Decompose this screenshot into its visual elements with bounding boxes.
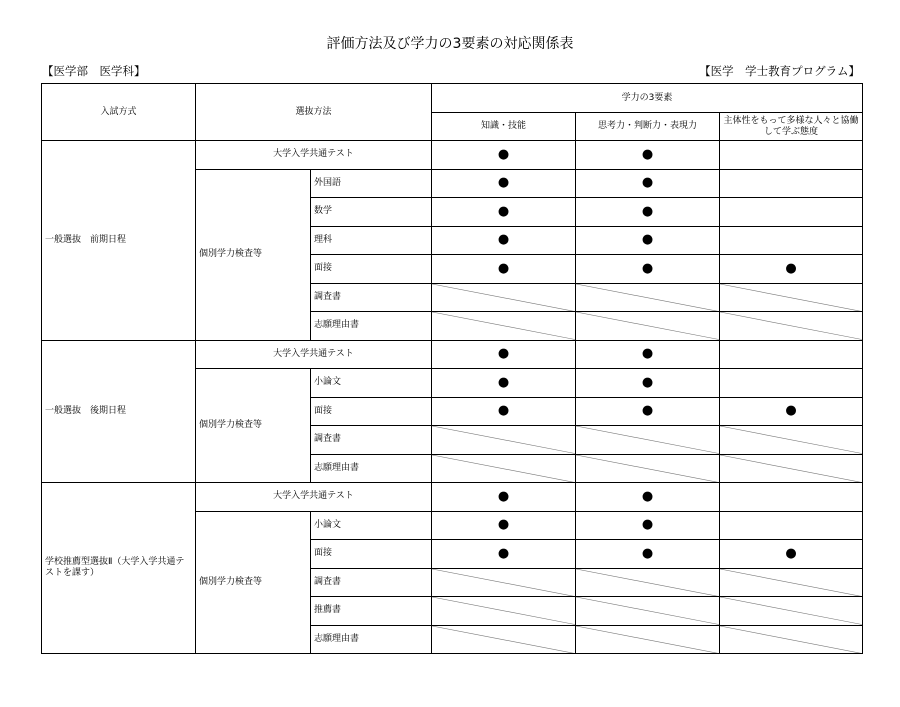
diagonal-slash-icon bbox=[720, 284, 862, 312]
not-applicable-cell bbox=[720, 312, 863, 341]
diagonal-slash-icon bbox=[720, 626, 862, 654]
not-applicable-cell bbox=[432, 454, 576, 483]
not-applicable-cell bbox=[576, 426, 720, 455]
diagonal-slash-icon bbox=[432, 597, 575, 625]
mark-cell: ● bbox=[432, 397, 576, 426]
not-applicable-cell bbox=[576, 454, 720, 483]
exam-item-label: 理科 bbox=[311, 226, 432, 255]
exam-item-label: 面接 bbox=[311, 540, 432, 569]
mark-cell: ● bbox=[576, 169, 720, 198]
exam-item-label: 数学 bbox=[311, 198, 432, 227]
not-applicable-cell bbox=[432, 597, 576, 626]
mark-cell: ● bbox=[432, 141, 576, 170]
exam-item-label: 小論文 bbox=[311, 511, 432, 540]
mark-cell: ● bbox=[576, 141, 720, 170]
mark-cell: ● bbox=[576, 369, 720, 398]
exam-item-label: 調査書 bbox=[311, 283, 432, 312]
not-applicable-cell bbox=[576, 283, 720, 312]
exam-item-label: 志願理由書 bbox=[311, 312, 432, 341]
exam-item-label: 志願理由書 bbox=[311, 625, 432, 654]
mark-cell bbox=[720, 198, 863, 227]
program-label: 【医学 学士教育プログラム】 bbox=[699, 64, 860, 78]
mark-cell bbox=[720, 141, 863, 170]
individual-exam-cell: 個別学力検査等 bbox=[196, 169, 311, 340]
mark-cell: ● bbox=[432, 226, 576, 255]
mark-cell bbox=[720, 169, 863, 198]
diagonal-slash-icon bbox=[432, 569, 575, 597]
not-applicable-cell bbox=[432, 426, 576, 455]
header-attitude: 主体性をもって多様な人々と協働して学ぶ態度 bbox=[720, 113, 863, 141]
mark-cell: ● bbox=[432, 511, 576, 540]
mark-cell: ● bbox=[432, 340, 576, 369]
header-thinking: 思考力・判断力・表現力 bbox=[576, 113, 720, 141]
faculty-label: 【医学部 医学科】 bbox=[42, 64, 146, 78]
mark-cell: ● bbox=[576, 198, 720, 227]
not-applicable-cell bbox=[432, 283, 576, 312]
not-applicable-cell bbox=[720, 426, 863, 455]
header-knowledge: 知識・技能 bbox=[432, 113, 576, 141]
not-applicable-cell bbox=[720, 454, 863, 483]
exam-item-label: 面接 bbox=[311, 255, 432, 284]
mark-cell bbox=[720, 483, 863, 512]
diagonal-slash-icon bbox=[432, 284, 575, 312]
diagonal-slash-icon bbox=[576, 426, 719, 454]
not-applicable-cell bbox=[720, 283, 863, 312]
header-three-elements: 学力の3要素 bbox=[432, 84, 863, 113]
individual-exam-cell: 個別学力検査等 bbox=[196, 511, 311, 654]
mark-cell bbox=[720, 511, 863, 540]
diagonal-slash-icon bbox=[576, 455, 719, 483]
page-title: 評価方法及び学力の3要素の対応関係表 bbox=[326, 36, 574, 52]
diagonal-slash-icon bbox=[720, 455, 862, 483]
mark-cell: ● bbox=[720, 255, 863, 284]
diagonal-slash-icon bbox=[576, 312, 719, 340]
mark-cell bbox=[720, 340, 863, 369]
diagonal-slash-icon bbox=[576, 569, 719, 597]
table-row bbox=[42, 141, 863, 170]
exam-item-label: 外国語 bbox=[311, 169, 432, 198]
not-applicable-cell bbox=[720, 568, 863, 597]
mark-cell: ● bbox=[432, 169, 576, 198]
mark-cell: ● bbox=[720, 540, 863, 569]
diagonal-slash-icon bbox=[432, 312, 575, 340]
common-test-cell: 大学入学共通テスト bbox=[196, 141, 432, 170]
exam-item-label: 志願理由書 bbox=[311, 454, 432, 483]
not-applicable-cell bbox=[720, 625, 863, 654]
mark-cell bbox=[720, 369, 863, 398]
header-admission-method: 入試方式 bbox=[42, 84, 196, 141]
exam-item-label: 推薦書 bbox=[311, 597, 432, 626]
table-row bbox=[42, 483, 863, 512]
not-applicable-cell bbox=[432, 312, 576, 341]
individual-exam-cell: 個別学力検査等 bbox=[196, 369, 311, 483]
diagonal-slash-icon bbox=[576, 597, 719, 625]
table-body bbox=[42, 141, 863, 654]
mark-cell: ● bbox=[432, 198, 576, 227]
diagonal-slash-icon bbox=[432, 455, 575, 483]
not-applicable-cell bbox=[720, 597, 863, 626]
mark-cell: ● bbox=[432, 255, 576, 284]
diagonal-slash-icon bbox=[432, 626, 575, 654]
exam-item-label: 面接 bbox=[311, 397, 432, 426]
table-row bbox=[42, 340, 863, 369]
header-selection-method: 選抜方法 bbox=[196, 84, 432, 141]
not-applicable-cell bbox=[576, 597, 720, 626]
evaluation-table bbox=[41, 83, 863, 654]
not-applicable-cell bbox=[432, 568, 576, 597]
diagonal-slash-icon bbox=[720, 569, 862, 597]
diagonal-slash-icon bbox=[720, 597, 862, 625]
mark-cell: ● bbox=[576, 340, 720, 369]
mark-cell: ● bbox=[432, 540, 576, 569]
exam-item-label: 小論文 bbox=[311, 369, 432, 398]
common-test-cell: 大学入学共通テスト bbox=[196, 483, 432, 512]
diagonal-slash-icon bbox=[432, 426, 575, 454]
mark-cell: ● bbox=[720, 397, 863, 426]
diagonal-slash-icon bbox=[576, 284, 719, 312]
diagonal-slash-icon bbox=[720, 426, 862, 454]
common-test-cell: 大学入学共通テスト bbox=[196, 340, 432, 369]
diagonal-slash-icon bbox=[576, 626, 719, 654]
mark-cell: ● bbox=[576, 255, 720, 284]
not-applicable-cell bbox=[576, 568, 720, 597]
mark-cell: ● bbox=[432, 369, 576, 398]
mark-cell: ● bbox=[576, 483, 720, 512]
admission-method-cell: 一般選抜 前期日程 bbox=[42, 141, 196, 341]
mark-cell: ● bbox=[576, 511, 720, 540]
admission-method-cell: 学校推薦型選抜Ⅱ（大学入学共通テストを課す） bbox=[42, 483, 196, 654]
not-applicable-cell bbox=[432, 625, 576, 654]
mark-cell: ● bbox=[432, 483, 576, 512]
diagonal-slash-icon bbox=[720, 312, 862, 340]
mark-cell bbox=[720, 226, 863, 255]
mark-cell: ● bbox=[576, 540, 720, 569]
not-applicable-cell bbox=[576, 312, 720, 341]
mark-cell: ● bbox=[576, 226, 720, 255]
not-applicable-cell bbox=[576, 625, 720, 654]
exam-item-label: 調査書 bbox=[311, 426, 432, 455]
admission-method-cell: 一般選抜 後期日程 bbox=[42, 340, 196, 483]
mark-cell: ● bbox=[576, 397, 720, 426]
exam-item-label: 調査書 bbox=[311, 568, 432, 597]
